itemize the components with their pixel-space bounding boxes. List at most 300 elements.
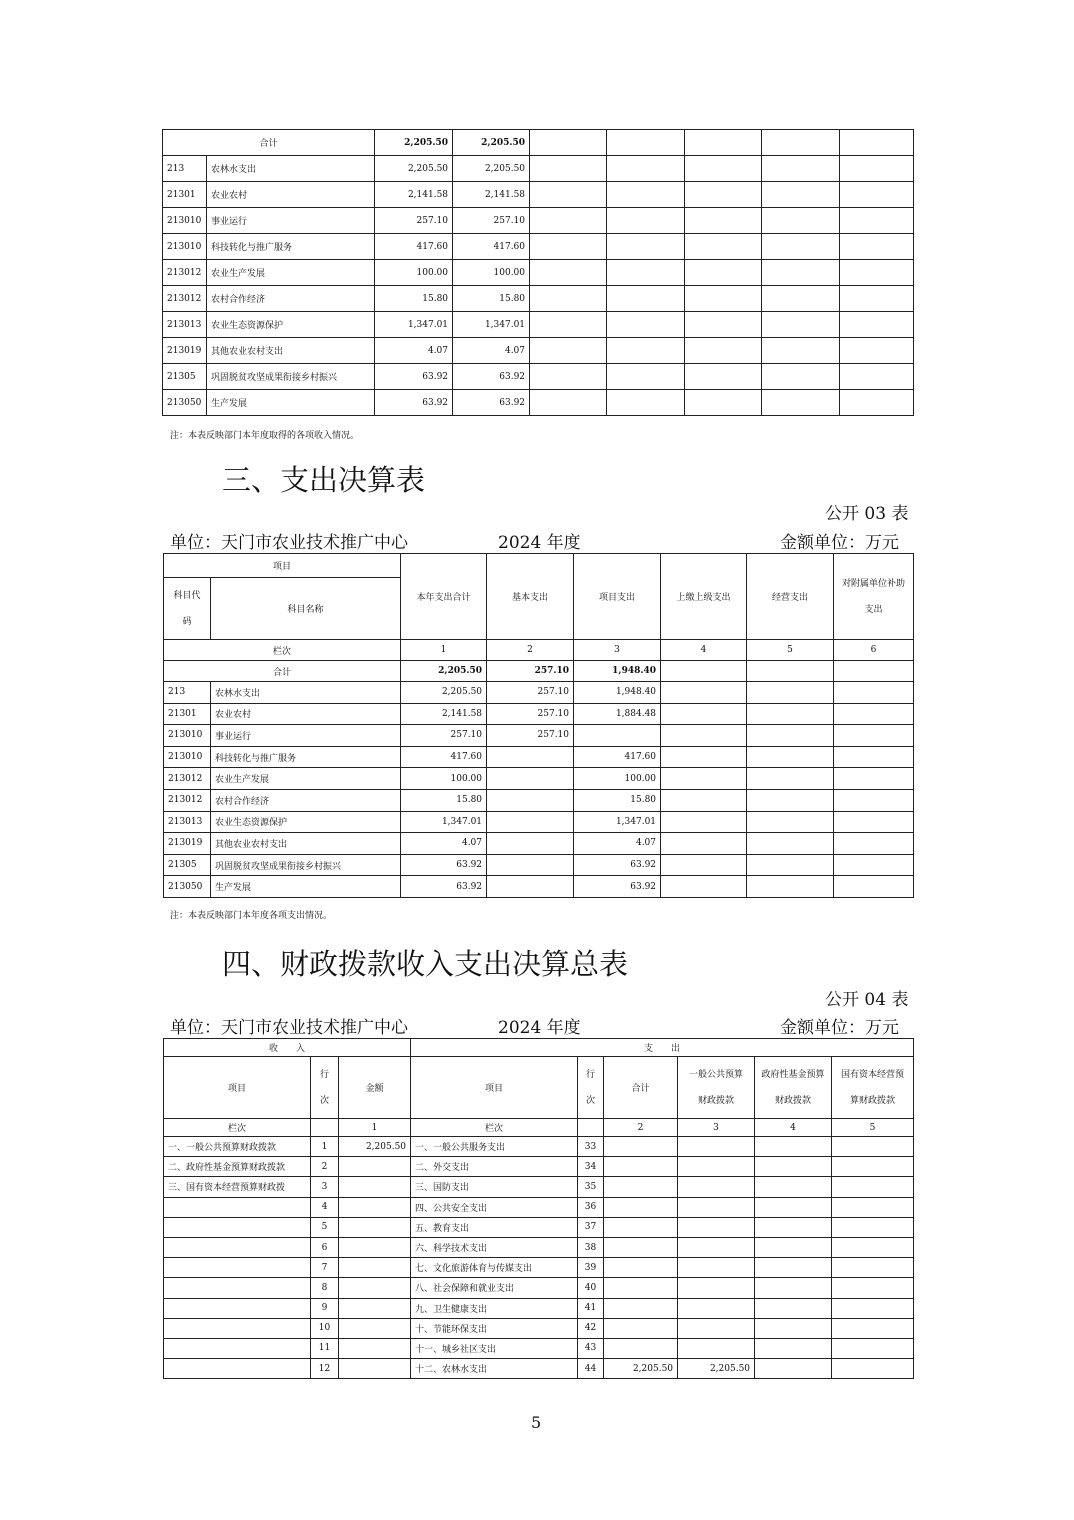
table-cell [661, 833, 747, 855]
table-cell: 213010 [164, 746, 211, 768]
table-cell [755, 1298, 832, 1318]
table-cell: 一、一般公共服务支出 [411, 1137, 578, 1157]
header-total: 合计 [604, 1057, 678, 1119]
table-cell: 40 [578, 1278, 604, 1298]
table-row [164, 1359, 914, 1379]
table-cell: 417.60 [401, 746, 487, 768]
table-cell: 39 [578, 1258, 604, 1278]
table-cell [487, 854, 574, 876]
table-cell [834, 833, 914, 855]
total-value: 257.10 [487, 661, 574, 682]
table-row [164, 811, 914, 833]
table-cell [755, 1197, 832, 1217]
header-capital: 国有资本经营预算财政拨款 [832, 1057, 914, 1119]
header-name: 科目名称 [211, 578, 401, 640]
table-cell [755, 1258, 832, 1278]
table-cell: 1,347.01 [453, 312, 530, 338]
table-cell: 四、公共安全支出 [411, 1197, 578, 1217]
header-item: 项目 [164, 554, 401, 578]
table-row [164, 768, 914, 790]
table-cell [832, 1278, 914, 1298]
table-cell [834, 703, 914, 725]
table-cell [834, 854, 914, 876]
table-cell: 农业生态资源保护 [211, 811, 401, 833]
table-cell [832, 1318, 914, 1338]
table-cell [661, 876, 747, 898]
table-cell: 农村合作经济 [211, 789, 401, 811]
table-cell: 十一、城乡社区支出 [411, 1338, 578, 1358]
year-label: 2024 年度 [498, 1018, 581, 1038]
table-cell [678, 1278, 755, 1298]
lanci-label: 栏次 [411, 1119, 578, 1137]
header-col4: 上缴上级支出 [661, 554, 747, 640]
table-cell: 417.60 [375, 234, 453, 260]
col-num: 2 [604, 1119, 678, 1137]
table-cell: 21305 [163, 364, 207, 390]
table-cell [747, 725, 834, 747]
table-cell [747, 746, 834, 768]
table-cell: 二、外交支出 [411, 1157, 578, 1177]
table-cell [840, 182, 914, 208]
table-cell: 2,205.50 [604, 1359, 678, 1379]
table-cell [832, 1137, 914, 1157]
table-cell [747, 811, 834, 833]
table-cell [840, 234, 914, 260]
table-cell: 11 [311, 1338, 339, 1358]
table-cell: 38 [578, 1237, 604, 1257]
table-cell [607, 312, 685, 338]
table-cell [607, 130, 685, 156]
table-cell [755, 1278, 832, 1298]
table-cell: 合计 [163, 130, 375, 156]
table-cell [164, 1338, 311, 1358]
table-cell [487, 768, 574, 790]
table-cell [832, 1157, 914, 1177]
table-cell [604, 1157, 678, 1177]
table-cell [755, 1359, 832, 1379]
table-cell [755, 1237, 832, 1257]
header-amount: 金额 [339, 1057, 411, 1119]
table-cell [840, 338, 914, 364]
table-row [164, 1217, 914, 1237]
table-cell [164, 1278, 311, 1298]
table-cell: 2,205.50 [375, 130, 453, 156]
table-cell [164, 1217, 311, 1237]
table-cell [604, 1258, 678, 1278]
table-cell [574, 725, 661, 747]
table-cell [747, 789, 834, 811]
table-cell: 2 [311, 1157, 339, 1177]
table-row [163, 234, 914, 260]
table-cell: 3 [311, 1177, 339, 1197]
table-cell: 213019 [164, 833, 211, 855]
unit-label: 单位：天门市农业技术推广中心 [170, 1018, 408, 1038]
table-cell: 12 [311, 1359, 339, 1379]
table-cell: 257.10 [487, 725, 574, 747]
table-cell: 21305 [164, 854, 211, 876]
table-cell: 三、国有资本经营预算财政拨 [164, 1177, 311, 1197]
table-row [164, 682, 914, 704]
table-cell [339, 1278, 411, 1298]
table-cell [834, 682, 914, 704]
table-cell: 二、政府性基金预算财政拨款 [164, 1157, 311, 1177]
table-cell [747, 833, 834, 855]
table-cell: 15.80 [574, 789, 661, 811]
table-cell [604, 1177, 678, 1197]
table-cell: 十、节能环保支出 [411, 1318, 578, 1338]
table-cell: 37 [578, 1217, 604, 1237]
table-cell: 213 [164, 682, 211, 704]
table-cell [747, 876, 834, 898]
table-cell [840, 364, 914, 390]
table-cell [685, 182, 762, 208]
table-cell: 4.07 [401, 833, 487, 855]
table-cell [530, 312, 607, 338]
table-cell: 2,205.50 [453, 130, 530, 156]
section3-title: 三、支出决算表 [222, 463, 426, 497]
table-cell [530, 208, 607, 234]
table-cell [678, 1157, 755, 1177]
table-cell [164, 1318, 311, 1338]
col-num: 2 [487, 640, 574, 661]
header-hang: 行次 [578, 1057, 604, 1119]
table-cell [607, 208, 685, 234]
table-cell: 42 [578, 1318, 604, 1338]
col-num: 5 [832, 1119, 914, 1137]
table-cell [840, 156, 914, 182]
table-cell [604, 1197, 678, 1217]
table-cell: 36 [578, 1197, 604, 1217]
table-cell: 2,205.50 [678, 1359, 755, 1379]
table-cell [840, 208, 914, 234]
table-cell [661, 768, 747, 790]
table-cell [604, 1278, 678, 1298]
table-cell: 1,347.01 [375, 312, 453, 338]
table-cell: 4.07 [375, 338, 453, 364]
table-cell: 63.92 [453, 390, 530, 416]
total-value: 2,205.50 [401, 661, 487, 682]
table-cell: 1,884.48 [574, 703, 661, 725]
table-cell [339, 1217, 411, 1237]
table-cell: 100.00 [574, 768, 661, 790]
table-cell [661, 682, 747, 704]
table-cell [607, 156, 685, 182]
table-cell [678, 1258, 755, 1278]
fiscal-summary-table [163, 1038, 914, 1379]
table-cell [762, 208, 840, 234]
table-row [163, 390, 914, 416]
table-cell [840, 130, 914, 156]
table-cell: 1 [311, 1137, 339, 1157]
table-row [163, 156, 914, 182]
table-cell: 1,347.01 [574, 811, 661, 833]
table-cell [604, 1217, 678, 1237]
table-cell [685, 208, 762, 234]
table-cell [762, 338, 840, 364]
table-cell: 1,347.01 [401, 811, 487, 833]
table-cell [685, 390, 762, 416]
table-cell: 农业生态资源保护 [207, 312, 375, 338]
table-cell [762, 260, 840, 286]
table-row [164, 876, 914, 898]
table-cell [834, 876, 914, 898]
table-cell [747, 768, 834, 790]
table-row [164, 703, 914, 725]
table-cell [661, 789, 747, 811]
table-cell [832, 1258, 914, 1278]
page-number: 5 [531, 1413, 542, 1432]
table-cell [339, 1359, 411, 1379]
table-cell [604, 1137, 678, 1157]
table-cell: 农林水支出 [207, 156, 375, 182]
table-cell [530, 364, 607, 390]
table-row [164, 1258, 914, 1278]
table-cell [685, 338, 762, 364]
table-cell: 巩固脱贫攻坚成果衔接乡村振兴 [207, 364, 375, 390]
table-cell: 农业生产发展 [207, 260, 375, 286]
table-cell: 44 [578, 1359, 604, 1379]
table-cell [164, 1298, 311, 1318]
table-cell [604, 1237, 678, 1257]
table-cell: 5 [311, 1217, 339, 1237]
table-cell [840, 286, 914, 312]
table-cell: 15.80 [453, 286, 530, 312]
table-cell: 2,205.50 [339, 1137, 411, 1157]
col-num: 4 [755, 1119, 832, 1137]
table-cell: 213010 [164, 725, 211, 747]
table-cell [755, 1217, 832, 1237]
table-cell [762, 156, 840, 182]
table-cell [339, 1177, 411, 1197]
table-cell: 9 [311, 1298, 339, 1318]
table-cell [678, 1217, 755, 1237]
table-cell [747, 854, 834, 876]
table-cell [762, 312, 840, 338]
table-cell [339, 1157, 411, 1177]
table-cell: 257.10 [375, 208, 453, 234]
table-cell: 2,205.50 [401, 682, 487, 704]
table-cell [604, 1298, 678, 1318]
table-cell [747, 682, 834, 704]
table-cell: 其他农业农村支出 [211, 833, 401, 855]
table-cell [604, 1318, 678, 1338]
expense-note: 注：本表反映部门本年度各项支出情况。 [170, 911, 333, 921]
table-cell [487, 746, 574, 768]
table-cell: 农业生产发展 [211, 768, 401, 790]
table-cell [840, 260, 914, 286]
table-cell: 213012 [163, 286, 207, 312]
table-cell: 213 [163, 156, 207, 182]
table-cell [762, 286, 840, 312]
table-cell [678, 1197, 755, 1217]
table-cell: 事业运行 [207, 208, 375, 234]
total-row [163, 130, 914, 156]
header-general: 一般公共预算财政拨款 [678, 1057, 755, 1119]
header-col2: 基本支出 [487, 554, 574, 640]
table-cell: 8 [311, 1278, 339, 1298]
table-cell: 4 [311, 1197, 339, 1217]
table-cell: 10 [311, 1318, 339, 1338]
table-cell [685, 286, 762, 312]
table-cell [530, 286, 607, 312]
table-cell: 257.10 [401, 725, 487, 747]
table-cell: 生产发展 [207, 390, 375, 416]
table-cell [661, 703, 747, 725]
table-cell [607, 338, 685, 364]
income-note: 注：本表反映部门本年度取得的各项收入情况。 [170, 431, 360, 441]
table-cell [487, 811, 574, 833]
table-cell [607, 364, 685, 390]
header-code: 科目代码 [164, 578, 211, 640]
table-cell [607, 286, 685, 312]
table-cell [755, 1137, 832, 1157]
table-cell [487, 789, 574, 811]
form-label-03: 公开 03 表 [825, 504, 909, 524]
table-cell [755, 1157, 832, 1177]
total-value: 1,948.40 [574, 661, 661, 682]
table-cell: 63.92 [574, 876, 661, 898]
table-cell [685, 156, 762, 182]
table-cell [607, 182, 685, 208]
table-cell: 其他农业农村支出 [207, 338, 375, 364]
table-cell [832, 1359, 914, 1379]
table-cell: 七、文化旅游体育与传媒支出 [411, 1258, 578, 1278]
table-cell [164, 1197, 311, 1217]
table-cell: 213012 [164, 768, 211, 790]
header-hang: 行次 [311, 1057, 339, 1119]
table-cell: 6 [311, 1237, 339, 1257]
table-cell [832, 1237, 914, 1257]
table-cell: 34 [578, 1157, 604, 1177]
table-cell [530, 182, 607, 208]
table-cell: 六、科学技术支出 [411, 1237, 578, 1257]
table-cell: 21301 [163, 182, 207, 208]
table-cell [755, 1177, 832, 1197]
table-cell: 63.92 [375, 364, 453, 390]
table-cell [685, 260, 762, 286]
lanci-label: 栏次 [164, 1119, 311, 1137]
table-cell [685, 364, 762, 390]
table-cell [834, 811, 914, 833]
table-cell: 八、社会保障和就业支出 [411, 1278, 578, 1298]
table-cell [832, 1177, 914, 1197]
table-cell: 63.92 [574, 854, 661, 876]
table-cell: 农林水支出 [211, 682, 401, 704]
table-cell: 4.07 [574, 833, 661, 855]
header-item: 项目 [411, 1057, 578, 1119]
lanci-label: 栏次 [164, 640, 401, 661]
table-row [164, 854, 914, 876]
table-cell: 257.10 [453, 208, 530, 234]
table-cell: 63.92 [401, 876, 487, 898]
table-cell [339, 1197, 411, 1217]
table-cell [834, 789, 914, 811]
table-cell: 15.80 [401, 789, 487, 811]
header-col3: 项目支出 [574, 554, 661, 640]
table-cell: 2,205.50 [375, 156, 453, 182]
money-unit-label: 金额单位：万元 [780, 533, 899, 553]
table-cell [164, 1258, 311, 1278]
header-item: 项目 [164, 1057, 311, 1119]
table-cell [762, 390, 840, 416]
table-cell: 213012 [164, 789, 211, 811]
table-cell [762, 234, 840, 260]
table-cell: 15.80 [375, 286, 453, 312]
header-fund: 政府性基金预算财政拨款 [755, 1057, 832, 1119]
table-cell: 213012 [163, 260, 207, 286]
table-row [163, 182, 914, 208]
table-cell: 100.00 [453, 260, 530, 286]
header-col6: 对附属单位补助支出 [834, 554, 914, 640]
table-cell [840, 312, 914, 338]
money-unit-label: 金额单位：万元 [780, 1018, 899, 1038]
table-cell: 417.60 [453, 234, 530, 260]
table-cell: 2,141.58 [453, 182, 530, 208]
table-cell: 257.10 [487, 703, 574, 725]
col-num: 5 [747, 640, 834, 661]
table-cell: 生产发展 [211, 876, 401, 898]
table-cell: 257.10 [487, 682, 574, 704]
table-row [164, 746, 914, 768]
table-cell: 21301 [164, 703, 211, 725]
table-cell [661, 746, 747, 768]
table-cell: 2,141.58 [375, 182, 453, 208]
table-cell [755, 1338, 832, 1358]
table-row [164, 1318, 914, 1338]
table-row [163, 338, 914, 364]
table-cell: 农村合作经济 [207, 286, 375, 312]
total-label: 合计 [164, 661, 401, 682]
table-cell [832, 1197, 914, 1217]
table-cell [661, 725, 747, 747]
income-table [162, 129, 914, 416]
table-cell [339, 1338, 411, 1358]
col-num: 6 [834, 640, 914, 661]
table-row [164, 789, 914, 811]
table-cell [661, 854, 747, 876]
table-cell [487, 876, 574, 898]
table-cell [832, 1298, 914, 1318]
table-cell: 农业农村 [211, 703, 401, 725]
table-cell: 三、国防支出 [411, 1177, 578, 1197]
table-cell [747, 703, 834, 725]
table-cell [832, 1338, 914, 1358]
table-cell: 事业运行 [211, 725, 401, 747]
header-income: 收 入 [164, 1039, 411, 1057]
table-row [164, 833, 914, 855]
table-cell: 农业农村 [207, 182, 375, 208]
table-cell [685, 312, 762, 338]
table-cell [678, 1338, 755, 1358]
expense-table [163, 553, 914, 898]
form-label-04: 公开 04 表 [825, 990, 909, 1010]
table-row [164, 1177, 914, 1197]
col-num: 3 [574, 640, 661, 661]
table-row [163, 208, 914, 234]
table-cell [762, 364, 840, 390]
table-cell: 4.07 [453, 338, 530, 364]
table-cell: 2,205.50 [453, 156, 530, 182]
table-cell [339, 1318, 411, 1338]
table-cell [762, 182, 840, 208]
table-cell [339, 1298, 411, 1318]
table-cell [164, 1359, 311, 1379]
table-cell [678, 1137, 755, 1157]
table-cell [339, 1258, 411, 1278]
table-cell [487, 833, 574, 855]
table-row [164, 1197, 914, 1217]
table-cell [678, 1318, 755, 1338]
